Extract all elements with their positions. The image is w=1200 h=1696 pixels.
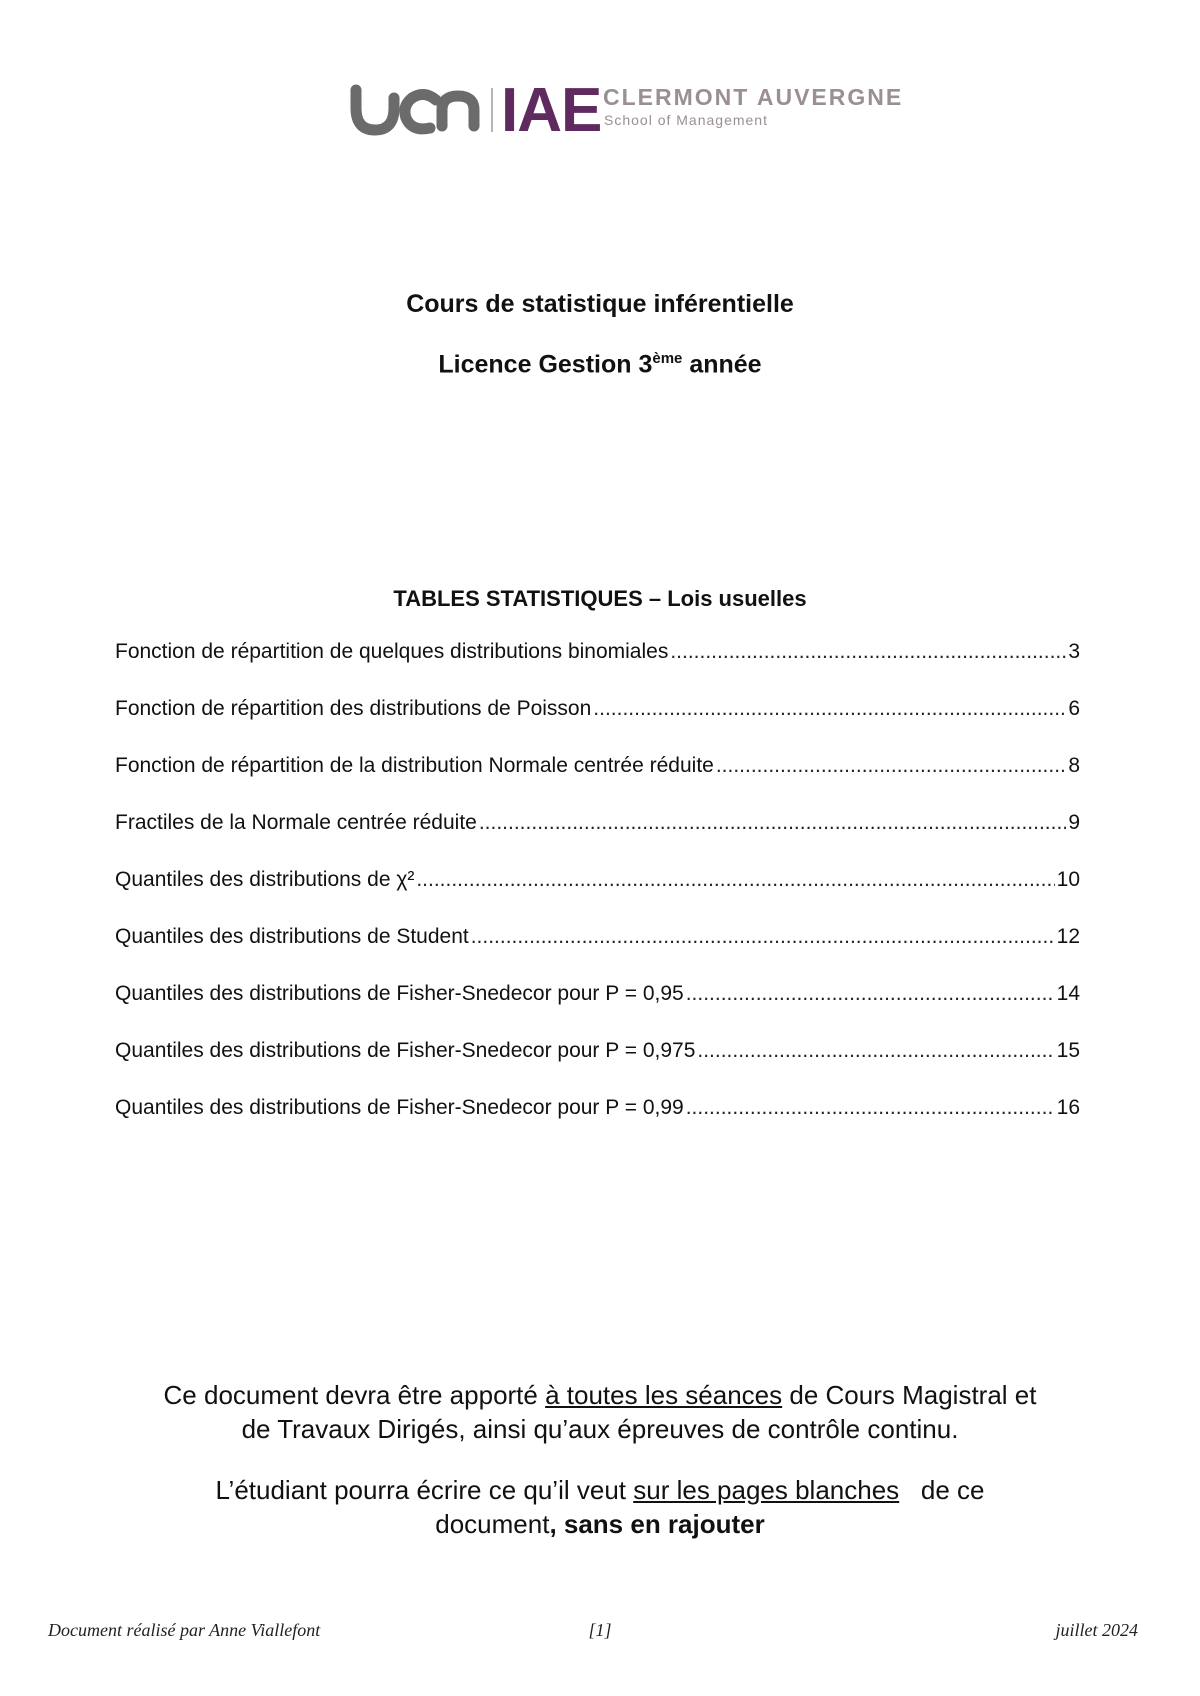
document-title: Cours de statistique inférentielle [406,290,794,318]
uca-logo-mark [350,78,490,138]
toc-item[interactable] [115,982,1080,1039]
notice-paragraph-2 [0,1473,1200,1541]
footer-page-number: [1] [588,1620,612,1640]
toc-item[interactable] [115,925,1080,982]
subtitle-prefix: Licence Gestion 3 [438,350,653,379]
toc-item[interactable] [115,868,1080,925]
iae-logo [350,76,904,145]
toc-leader-dots [686,1096,1055,1120]
toc-item-page: 9 [1068,811,1080,834]
toc-item-label: Quantiles des distributions de Fisher-Snedecor pour P = 0,99 [115,1096,684,1119]
logo-separator [491,88,493,132]
toc-leader-dots [471,925,1055,949]
notice-text: Ce document devra être apporté [163,1380,546,1410]
notice-paragraph-1 [0,1378,1200,1446]
notice-text: de Cours Magistral et [782,1380,1037,1410]
toc-item-page: 15 [1056,1039,1080,1062]
toc-item-page: 6 [1068,697,1080,720]
footer-date: juillet 2024 [1055,1620,1138,1640]
toc-item-page: 3 [1068,640,1080,663]
toc-item-label: Fractiles de la Normale centrée réduite [115,811,477,834]
toc-item[interactable] [115,1039,1080,1096]
notice-text: document [435,1509,550,1539]
toc-item[interactable] [115,754,1080,811]
toc-leader-dots [686,982,1055,1006]
toc-item-label: Fonction de répartition des distributions de Poisson [115,697,592,720]
toc-item-label: Fonction de répartition de la distribution Normale centrée réduite [115,754,714,777]
notice-text: L’étudiant pourra écrire ce qu’il veut [215,1475,634,1505]
notice-text: de ce [899,1475,985,1505]
toc-leader-dots [670,640,1066,664]
toc-item[interactable] [115,811,1080,868]
iae-wordmark: IAE [501,76,602,145]
subtitle-suffix: année [682,350,762,379]
toc-item-page: 10 [1056,868,1080,891]
toc-item-page: 16 [1056,1096,1080,1119]
toc-leader-dots [716,754,1066,778]
footer-author: Document réalisé par Anne Viallefont [48,1620,321,1640]
notice-underlined-text: sur les pages blanches [633,1475,900,1505]
logo-line-2: School of Management [604,112,768,128]
toc-leader-dots [416,868,1054,892]
table-of-contents [115,640,1080,1153]
toc-item-label: Quantiles des distributions de Student [115,925,469,948]
toc-leader-dots [697,1039,1054,1063]
notice-bold-text: , sans en rajouter [549,1509,765,1539]
toc-item[interactable] [115,697,1080,754]
notice-underlined-text: à toutes les séances [545,1380,783,1410]
toc-item-page: 8 [1068,754,1080,777]
subtitle-superscript: ème [652,350,683,367]
toc-item-page: 14 [1056,982,1080,1005]
document-subtitle [0,350,1200,379]
toc-item-label: Quantiles des distributions de Fisher-Snedecor pour P = 0,95 [115,982,684,1005]
toc-title: TABLES STATISTIQUES – Lois usuelles [393,586,807,611]
toc-item-label: Fonction de répartition de quelques distributions binomiales [115,640,669,663]
toc-item-label: Quantiles des distributions de Fisher-Snedecor pour P = 0,975 [115,1039,696,1062]
notice-text: de Travaux Dirigés, ainsi qu’aux épreuves de contrôle continu. [241,1414,959,1444]
toc-leader-dots [479,811,1066,835]
toc-leader-dots [593,697,1066,721]
logo-line-1: CLERMONT AUVERGNE [603,84,904,110]
toc-item[interactable] [115,1096,1080,1153]
toc-item[interactable] [115,640,1080,697]
toc-item-page: 12 [1056,925,1080,948]
toc-item-label: Quantiles des distributions de χ² [115,868,415,891]
